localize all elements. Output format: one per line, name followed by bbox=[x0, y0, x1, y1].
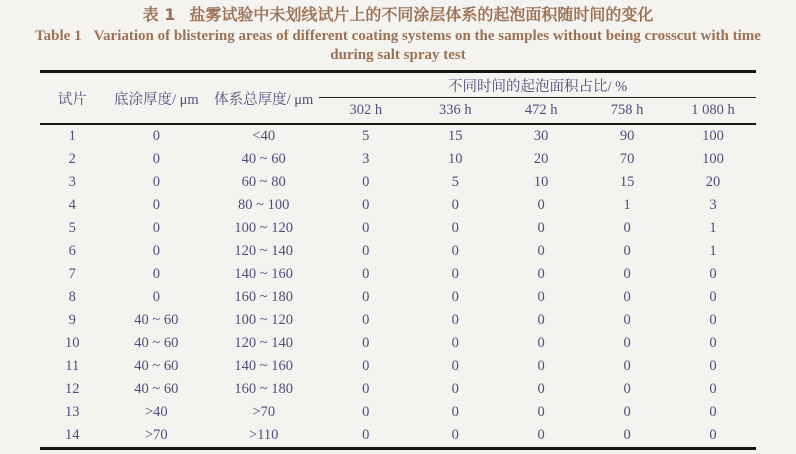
cell-blister-1080h: 0 bbox=[709, 381, 717, 397]
cell-primer-thickness: >40 bbox=[145, 404, 168, 420]
cell-blister-336h: 0 bbox=[451, 266, 459, 282]
table-row bbox=[40, 263, 756, 286]
cell-blister-758h: 0 bbox=[623, 220, 631, 236]
cell-blister-758h: 0 bbox=[623, 312, 631, 328]
header-time-1080h: 1 080 h bbox=[670, 98, 756, 125]
cell-blister-1080h: 100 bbox=[702, 151, 724, 167]
cell-blister-302h: 0 bbox=[362, 427, 370, 443]
cell-blister-302h: 0 bbox=[362, 404, 370, 420]
table-row bbox=[40, 240, 756, 263]
cell-blister-472h: 0 bbox=[537, 266, 545, 282]
cell-blister-302h: 0 bbox=[362, 197, 370, 213]
blistering-area-table bbox=[40, 70, 756, 450]
cell-blister-1080h: 1 bbox=[709, 220, 717, 236]
caption-english bbox=[0, 27, 796, 65]
cell-blister-1080h: 20 bbox=[705, 174, 721, 190]
cell-blister-1080h: 0 bbox=[709, 358, 717, 374]
cell-total-thickness: 160 ~ 180 bbox=[234, 381, 294, 397]
cell-blister-758h: 0 bbox=[623, 266, 631, 282]
cell-primer-thickness: 0 bbox=[152, 151, 160, 167]
cell-sample-no: 5 bbox=[68, 220, 76, 236]
cell-blister-1080h: 0 bbox=[709, 404, 717, 420]
cell-sample-no: 7 bbox=[68, 266, 76, 282]
cell-blister-302h: 0 bbox=[362, 381, 370, 397]
cell-sample-no: 6 bbox=[68, 243, 76, 259]
cell-primer-thickness: >70 bbox=[145, 427, 168, 443]
cell-blister-336h: 0 bbox=[451, 312, 459, 328]
cell-primer-thickness: 40 ~ 60 bbox=[134, 381, 179, 397]
cell-total-thickness: 80 ~ 100 bbox=[238, 197, 290, 213]
cell-blister-472h: 0 bbox=[537, 335, 545, 351]
cell-total-thickness: >70 bbox=[252, 404, 276, 420]
header-blister-ratio-group: 不同时间的起泡面积占比/ % bbox=[319, 72, 756, 98]
cell-total-thickness: 160 ~ 180 bbox=[234, 289, 294, 305]
cell-sample-no: 4 bbox=[68, 197, 76, 213]
caption-zh-text: 盐雾试验中未划线试片上的不同涂层体系的起泡面积随时间的变化 bbox=[189, 5, 654, 24]
table-row bbox=[40, 217, 756, 240]
cell-blister-758h: 0 bbox=[623, 243, 631, 259]
cell-blister-302h: 0 bbox=[362, 335, 370, 351]
cell-blister-1080h: 1 bbox=[709, 243, 717, 259]
cell-blister-336h: 0 bbox=[451, 404, 459, 420]
cell-blister-336h: 5 bbox=[451, 174, 459, 190]
cell-sample-no: 13 bbox=[64, 404, 80, 420]
cell-sample-no: 14 bbox=[64, 427, 80, 443]
cell-blister-472h: 0 bbox=[537, 197, 545, 213]
cell-blister-758h: 0 bbox=[623, 289, 631, 305]
cell-blister-758h: 90 bbox=[619, 128, 635, 144]
cell-primer-thickness: 40 ~ 60 bbox=[134, 335, 179, 351]
cell-blister-302h: 0 bbox=[362, 243, 370, 259]
cell-blister-758h: 70 bbox=[619, 151, 635, 167]
cell-blister-336h: 0 bbox=[451, 243, 459, 259]
cell-blister-758h: 0 bbox=[623, 381, 631, 397]
cell-blister-1080h: 0 bbox=[709, 289, 717, 305]
cell-blister-472h: 30 bbox=[533, 128, 549, 144]
cell-blister-472h: 0 bbox=[537, 404, 545, 420]
cell-blister-1080h: 0 bbox=[709, 427, 717, 443]
table-row bbox=[40, 424, 756, 449]
header-time-302h: 302 h bbox=[319, 98, 412, 125]
cell-blister-472h: 0 bbox=[537, 220, 545, 236]
table-row bbox=[40, 378, 756, 401]
cell-blister-472h: 20 bbox=[533, 151, 549, 167]
cell-blister-302h: 0 bbox=[362, 358, 370, 374]
cell-blister-336h: 0 bbox=[451, 220, 459, 236]
cell-total-thickness: <40 bbox=[252, 128, 276, 144]
cell-total-thickness: 40 ~ 60 bbox=[241, 151, 286, 167]
cell-blister-472h: 0 bbox=[537, 243, 545, 259]
table-row bbox=[40, 355, 756, 378]
cell-blister-472h: 0 bbox=[537, 312, 545, 328]
cell-blister-302h: 3 bbox=[362, 151, 370, 167]
table-row bbox=[40, 309, 756, 332]
caption-en-text: Variation of blistering areas of different coating systems on the samples without being crosscut with time bbox=[93, 28, 761, 44]
table-row bbox=[40, 171, 756, 194]
cell-blister-1080h: 100 bbox=[702, 128, 724, 144]
cell-sample-no: 2 bbox=[68, 151, 76, 167]
cell-primer-thickness: 0 bbox=[152, 243, 160, 259]
caption-en-label: Table 1 bbox=[35, 28, 82, 44]
cell-total-thickness: 100 ~ 120 bbox=[234, 312, 294, 328]
cell-sample-no: 11 bbox=[65, 358, 80, 374]
table-caption bbox=[0, 0, 796, 65]
cell-blister-472h: 0 bbox=[537, 381, 545, 397]
caption-en-line1 bbox=[0, 27, 796, 46]
cell-primer-thickness: 0 bbox=[152, 197, 160, 213]
cell-blister-1080h: 3 bbox=[709, 197, 717, 213]
header-primer-thickness: 底涂厚度/ μm bbox=[104, 72, 208, 125]
cell-blister-302h: 0 bbox=[362, 220, 370, 236]
cell-total-thickness: 120 ~ 140 bbox=[234, 335, 294, 351]
cell-primer-thickness: 0 bbox=[152, 289, 160, 305]
cell-total-thickness: 140 ~ 160 bbox=[234, 266, 294, 282]
cell-primer-thickness: 0 bbox=[152, 174, 160, 190]
cell-blister-758h: 1 bbox=[623, 197, 631, 213]
cell-blister-336h: 0 bbox=[451, 381, 459, 397]
table-row bbox=[40, 401, 756, 424]
cell-blister-336h: 0 bbox=[451, 197, 459, 213]
cell-sample-no: 9 bbox=[68, 312, 76, 328]
cell-primer-thickness: 40 ~ 60 bbox=[134, 358, 179, 374]
cell-blister-336h: 0 bbox=[451, 289, 459, 305]
cell-blister-472h: 0 bbox=[537, 358, 545, 374]
header-time-758h: 758 h bbox=[584, 98, 670, 125]
cell-primer-thickness: 0 bbox=[152, 220, 160, 236]
caption-en-line2: during salt spray test bbox=[330, 47, 466, 63]
cell-blister-1080h: 0 bbox=[709, 266, 717, 282]
cell-sample-no: 3 bbox=[68, 174, 76, 190]
header-time-472h: 472 h bbox=[498, 98, 584, 125]
cell-blister-472h: 0 bbox=[537, 427, 545, 443]
cell-blister-758h: 0 bbox=[623, 358, 631, 374]
table-row bbox=[40, 194, 756, 217]
header-row-groups bbox=[40, 72, 756, 98]
table-row bbox=[40, 332, 756, 355]
cell-blister-758h: 0 bbox=[623, 335, 631, 351]
cell-blister-1080h: 0 bbox=[709, 335, 717, 351]
cell-blister-758h: 15 bbox=[619, 174, 635, 190]
table-row bbox=[40, 148, 756, 171]
table-row bbox=[40, 286, 756, 309]
cell-blister-302h: 0 bbox=[362, 289, 370, 305]
cell-blister-302h: 5 bbox=[362, 128, 370, 144]
table-row bbox=[40, 124, 756, 148]
table-body bbox=[40, 124, 756, 449]
cell-blister-336h: 0 bbox=[451, 335, 459, 351]
cell-total-thickness: 120 ~ 140 bbox=[234, 243, 294, 259]
cell-total-thickness: 60 ~ 80 bbox=[241, 174, 286, 190]
header-sample: 试片 bbox=[40, 72, 104, 125]
cell-sample-no: 12 bbox=[64, 381, 80, 397]
cell-blister-336h: 15 bbox=[448, 128, 463, 144]
cell-primer-thickness: 40 ~ 60 bbox=[134, 312, 179, 328]
caption-chinese bbox=[0, 4, 796, 25]
cell-primer-thickness: 0 bbox=[152, 266, 160, 282]
cell-blister-336h: 0 bbox=[451, 427, 459, 443]
header-total-thickness: 体系总厚度/ μm bbox=[208, 72, 319, 125]
cell-blister-472h: 0 bbox=[537, 289, 545, 305]
cell-blister-336h: 0 bbox=[451, 358, 459, 374]
cell-sample-no: 10 bbox=[64, 335, 80, 351]
header-time-336h: 336 h bbox=[412, 98, 498, 125]
cell-total-thickness: 100 ~ 120 bbox=[234, 220, 294, 236]
cell-blister-1080h: 0 bbox=[709, 312, 717, 328]
cell-blister-302h: 0 bbox=[362, 174, 370, 190]
cell-sample-no: 1 bbox=[68, 128, 76, 144]
cell-blister-472h: 10 bbox=[533, 174, 549, 190]
caption-zh-label: 表 1 bbox=[142, 5, 176, 24]
cell-total-thickness: 140 ~ 160 bbox=[234, 358, 294, 374]
cell-total-thickness: >110 bbox=[249, 427, 279, 443]
cell-blister-302h: 0 bbox=[362, 312, 370, 328]
cell-blister-758h: 0 bbox=[623, 427, 631, 443]
cell-blister-758h: 0 bbox=[623, 404, 631, 420]
cell-primer-thickness: 0 bbox=[152, 128, 160, 144]
cell-blister-336h: 10 bbox=[448, 151, 463, 167]
cell-blister-302h: 0 bbox=[362, 266, 370, 282]
cell-sample-no: 8 bbox=[68, 289, 76, 305]
